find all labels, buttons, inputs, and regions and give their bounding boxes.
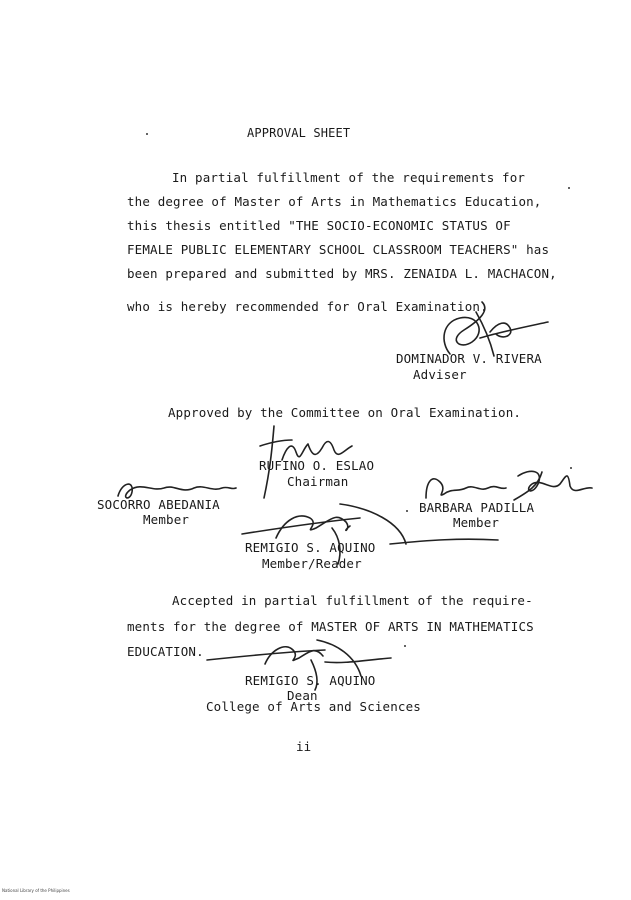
- adviser-name: DOMINADOR V. RIVERA: [396, 351, 542, 366]
- stray-mark: [570, 467, 572, 469]
- committee-line: Approved by the Committee on Oral Examination.: [168, 405, 522, 420]
- adviser-role: Adviser: [413, 367, 467, 382]
- dean-role: Dean: [287, 688, 318, 703]
- paragraph2-line-1: Accepted in partial fulfillment of the require-: [172, 593, 533, 608]
- stray-mark: [406, 510, 408, 512]
- college-name: College of Arts and Sciences: [206, 699, 421, 714]
- paragraph1-line-5: been prepared and submitted by MRS. ZENAIDA L. MACHACON,: [127, 266, 557, 281]
- member-right-name: BARBARA PADILLA: [419, 500, 535, 515]
- paragraph1-line-2: the degree of Master of Arts in Mathematics Education,: [127, 194, 542, 209]
- reader-name: REMIGIO S. AQUINO: [245, 540, 376, 555]
- stray-mark: [146, 133, 148, 135]
- chairman-name: RUFINO O. ESLAO: [259, 458, 375, 473]
- member-left-name: SOCORRO ABEDANIA: [97, 497, 220, 512]
- paragraph2-line-3: EDUCATION.: [127, 644, 204, 659]
- dean-name: REMIGIO S. AQUINO: [245, 673, 376, 688]
- paragraph1-line-3: this thesis entitled "THE SOCIO-ECONOMIC STATUS OF: [127, 218, 511, 233]
- paragraph1-line-6: who is hereby recommended for Oral Examination.: [127, 299, 488, 314]
- stray-mark: [568, 187, 570, 189]
- reader-role: Member/Reader: [262, 556, 362, 571]
- paragraph1-line-1: In partial fulfillment of the requirements for: [172, 170, 526, 185]
- member-left-role: Member: [143, 512, 190, 527]
- page-number: ii: [296, 739, 312, 754]
- footer-text: National Library of the Philippines: [2, 888, 70, 893]
- member-right-role: Member: [453, 515, 500, 530]
- stray-mark: [404, 645, 406, 647]
- page-title: APPROVAL SHEET: [247, 126, 351, 140]
- chairman-role: Chairman: [287, 474, 349, 489]
- paragraph1-line-4: FEMALE PUBLIC ELEMENTARY SCHOOL CLASSROOM TEACHERS" has: [127, 242, 550, 257]
- paragraph2-line-2: ments for the degree of MASTER OF ARTS IN MATHEMATICS: [127, 619, 534, 634]
